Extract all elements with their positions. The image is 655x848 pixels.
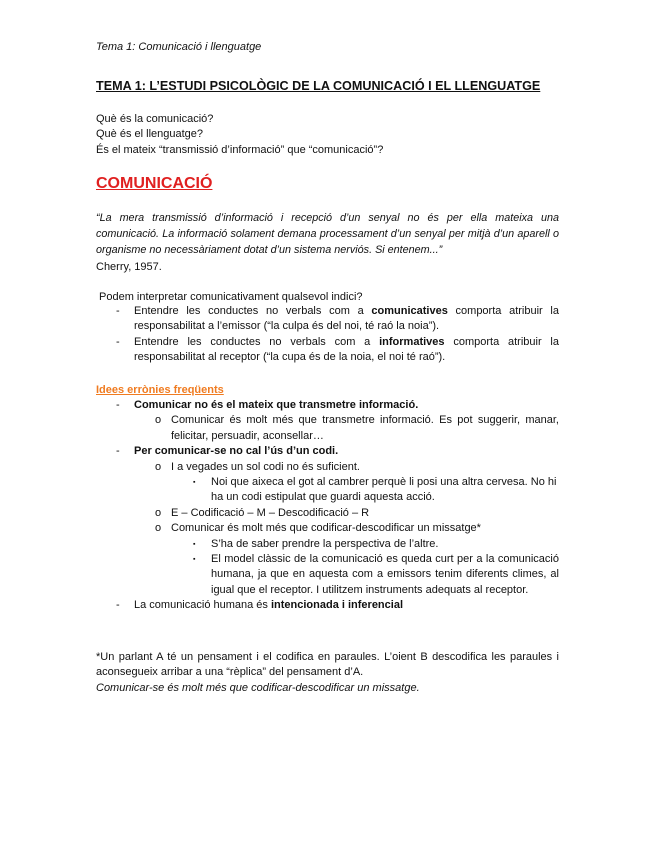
dash-bullet: - xyxy=(116,445,120,458)
dash-bullet: - xyxy=(116,335,120,348)
dash-bullet: - xyxy=(116,305,120,317)
question-list xyxy=(96,112,383,158)
list-item xyxy=(96,335,559,366)
footnote-text: *Un parlant A té un pensament i el codifica en paraules. L’oient B descodifica les paraules i aconsegueix arribar a una “rèplica” del pensament d’A. xyxy=(96,651,559,679)
page-title: TEMA 1: L’ESTUDI PSICOLÒGIC DE LA COMUNICACIÓ I EL LLENGUATGE xyxy=(96,79,541,93)
dash-bullet: - xyxy=(116,399,120,411)
list-item-text: La comunicació humana és intencionada i inferencial xyxy=(134,599,404,612)
sub-list-item-text: E – Codificació – M – Descodificació – R xyxy=(171,506,370,519)
detail-item xyxy=(193,475,559,506)
list-item-text: Entendre les conductes no verbals com a informatives comporta atribuir la responsabilitat al receptor (“la cupa és de la noia, el noi té raó”). xyxy=(134,335,559,364)
square-bullet: ▪ xyxy=(193,556,196,564)
list-item xyxy=(116,598,559,613)
square-bullet: ▪ xyxy=(193,540,196,548)
quote-source: Cherry, 1957. xyxy=(96,261,162,273)
question-item: Què és la comunicació? xyxy=(96,113,214,125)
sub-list-item-text: I a vegades un sol codi no és suficient. xyxy=(171,460,360,473)
misconception-list xyxy=(96,398,559,614)
list-item xyxy=(96,304,559,335)
list-item-text: Entendre les conductes no verbals com a comunicatives comporta atribuir la responsabilitat a l’emissor (“la culpa és del noi, té raó la noia”). xyxy=(134,305,559,333)
sub-list-item-text: Comunicar és molt més que codificar-descodificar un missatge* xyxy=(171,522,481,535)
list-item xyxy=(116,444,559,459)
sub-list-item-text: Comunicar és molt més que transmetre informació. Es pot suggerir, manar, felicitar, persuadir, aconsellar… xyxy=(171,414,559,442)
square-bullet: ▪ xyxy=(193,479,196,487)
list-item xyxy=(116,398,559,413)
sub-list-item xyxy=(155,413,559,444)
detail-item-text: Noi que aixeca el got al cambrer perquè li posi una altra cervesa. No hi ha un codi estipulat que guardi aquesta acció. xyxy=(211,476,557,504)
running-header: Tema 1: Comunicació i llenguatge xyxy=(96,41,262,53)
detail-item-text: El model clàssic de la comunicació es queda curt per a la comunicació humana, ja que en aquesta com a emissors tenim diferents climes, al igual que el receptor. I utilitzem instruments adequats al receptor. xyxy=(211,553,559,596)
list-item-label: Comunicar no és el mateix que transmetre informació. xyxy=(134,399,419,411)
circle-bullet: o xyxy=(155,414,162,427)
dash-bullet: - xyxy=(116,599,120,612)
sub-list-item xyxy=(155,460,559,475)
detail-item xyxy=(193,537,559,552)
detail-item xyxy=(193,552,559,598)
list-item-label: Per comunicar-se no cal l’ús d’un codi. xyxy=(134,445,339,458)
quote-text: “La mera transmissió d’informació i recepció d’un senyal no és per ella mateixa una comunicació. La informació solament demana processament d’un senyal per mitjà d’un aparell o organisme no necessàriament dotat d’un sistema nerviós. Si entenem...” xyxy=(96,212,559,257)
circle-bullet: o xyxy=(155,522,162,535)
question-item: És el mateix “transmissió d’informació” que “comunicació”? xyxy=(96,143,384,156)
footnote-italic: Comunicar-se és molt més que codificar-descodificar un missatge. xyxy=(96,681,420,694)
question-item: Què és el llenguatge? xyxy=(96,128,204,141)
sub-list-item xyxy=(155,506,559,521)
section-title: COMUNICACIÓ xyxy=(96,175,213,192)
interpretation-question: Podem interpretar comunicativament qualsevol indici? xyxy=(99,291,363,303)
sub-list-item xyxy=(155,521,559,536)
detail-item-text: S’ha de saber prendre la perspectiva de l’altre. xyxy=(211,537,439,550)
circle-bullet: o xyxy=(155,506,162,519)
footnote xyxy=(96,650,559,696)
interpretation-list xyxy=(96,304,559,366)
subheading: Idees errònies freqüents xyxy=(96,384,224,396)
circle-bullet: o xyxy=(155,460,162,473)
